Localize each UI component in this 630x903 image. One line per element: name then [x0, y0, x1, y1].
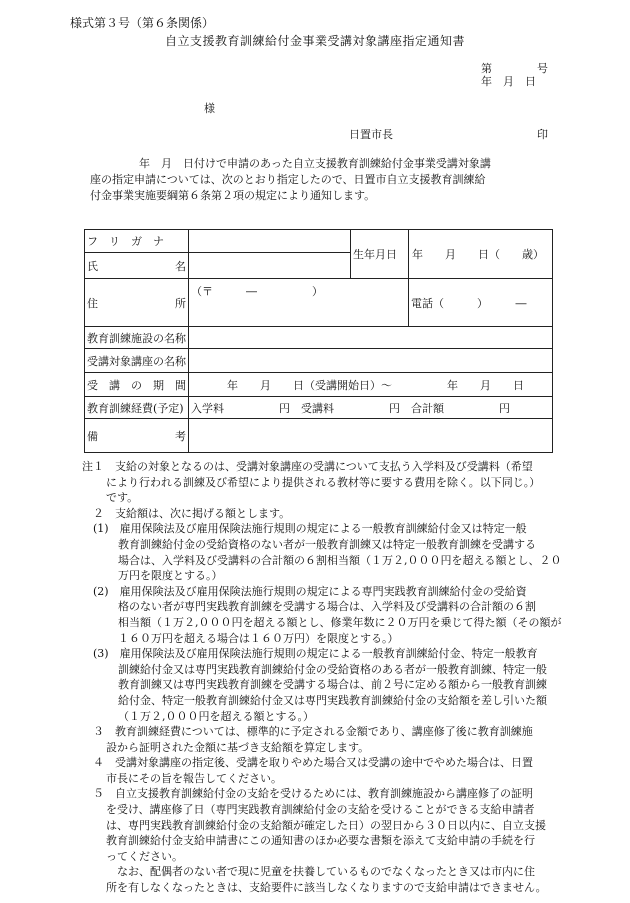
note-line: 給付金、特定一般教育訓練給付金又は専門実践教育訓練給付金の支給額を差し引いた額 [118, 693, 547, 707]
note-line: は、専門実践教育訓練給付金の支給額が確定した日）の翌日から３０日以内に、自立支援 [106, 818, 546, 832]
note-line: 教育訓練又は専門実践教育訓練を受講する場合は、前２号に定める額から一般教育訓練 [118, 678, 547, 692]
phone-cell[interactable] [409, 279, 553, 327]
note-line: 注１ 支給の対象となるのは、受講対象講座の受講について支払う入学料及び受講料（希望 [82, 460, 533, 473]
note-line: 教育訓練給付金の受給資格のない者が一般教育訓練又は特定一般教育訓練を受講する [118, 537, 536, 551]
note-line: 教育訓練給付金支給申請書にこの通知書のほか必要な書類を添えて支給申請の手続を行 [106, 834, 535, 848]
phone-field[interactable]: （ ） ― [433, 296, 527, 310]
body-line: 付金事業実施要綱第６条第２項の規定により通知します。 [90, 189, 376, 202]
note-line: 万円を限度とする。） [118, 569, 223, 583]
document-number-suffix: 号 [537, 62, 548, 75]
note-line: ４ 受講対象講座の指定後、受講を取りやめた場合又は受講の途中でやめた場合は、日置 [82, 756, 533, 770]
note-line: １６０万円を超える場合は１６０万円）を限度とする。） [118, 631, 399, 645]
note-line: 場合は、入学料及び受講料の合計額の６割相当額（１万２,０００円を超える額とし、２０ [118, 553, 562, 567]
period-label: 受 講 の 期 間 [85, 373, 189, 397]
note-line: (3) 雇用保険法及び雇用保険法施行規則の規定による一般教育訓練給付金、特定一般教育 [82, 647, 538, 661]
note-line: ２ 支給額は、次に掲げる額とします。 [82, 506, 291, 520]
note-line: ってください。 [106, 849, 183, 863]
notice-body [90, 156, 570, 204]
notes-section [82, 459, 562, 896]
facility-field[interactable] [189, 327, 553, 349]
addressee-honorific: 様 [204, 102, 215, 115]
form-number: 様式第３号（第６条関係） [70, 16, 215, 30]
body-line: 座の指定申請については、次のとおり指定したので、日置市自立支援教育訓練給 [90, 173, 486, 186]
note-line: 訓練給付金又は専門実践教育訓練給付金の受給資格のある者が一般教育訓練、特定一般 [118, 662, 547, 676]
birthdate-field[interactable]: 年 月 日（ 歳） [409, 230, 553, 279]
note-line: （１万２,０００円を超える額とする。） [118, 709, 314, 723]
note-line: 相当額（１万２,０００円を超える額とし、修業年数に２０万円を乗じて得た額（その額が [118, 615, 562, 629]
note-line: 格のない者が専門実践教育訓練を受講する場合は、入学料及び受講料の合計額の６割 [118, 600, 536, 614]
note-line: ３ 教育訓練経費については、標準的に予定される金額であり、講座修了後に教育訓練施 [82, 725, 533, 739]
note-line: を受け、講座修了日（専門実践教育訓練給付金の支給を受けることができる支給申請者 [106, 803, 535, 817]
furigana-field[interactable] [189, 230, 351, 253]
note-line: (1) 雇用保険法及び雇用保険法施行規則の規定による一般教育訓練給付金又は特定一般 [82, 522, 527, 536]
cost-label: 教育訓練経費(予定) [85, 397, 189, 419]
seal-mark: 印 [537, 128, 548, 141]
course-field[interactable] [189, 349, 553, 373]
note-line: 設から証明された金額に基づき支給額を算定します。 [106, 740, 370, 754]
note-line: です。 [106, 491, 139, 505]
issuer-mayor: 日置市長 [349, 128, 393, 141]
note-line: により行われる訓練及び希望により提供される教材等に要する費用を除く。以下同じ。） [106, 475, 541, 489]
document-number-label: 第 [481, 62, 492, 75]
body-line: 年 月 日付けで申請のあった自立支援教育訓練給付金事業受講対象講 [139, 157, 491, 170]
designation-form-table [84, 229, 553, 453]
issue-date: 年 月 日 [481, 75, 536, 88]
phone-label: 電話 [411, 296, 433, 310]
document-title: 自立支援教育訓練給付金事業受講対象講座指定通知書 [164, 34, 465, 48]
note-line: (2) 雇用保険法及び雇用保険法施行規則の規定による専門実践教育訓練給付金の受給資 [82, 584, 527, 598]
note-line: なお、配偶者のない者で現に児童を扶養しているものでなくなったとき又は市内に住 [106, 865, 535, 879]
remarks-field[interactable] [189, 419, 553, 453]
note-line: ５ 自立支援教育訓練給付金の支給を受けるためには、教育訓練施設から講座修了の証明 [82, 787, 533, 801]
cost-field[interactable]: 入学料 円 受講料 円 合計額 円 [189, 397, 553, 419]
address-field[interactable]: （〒 ― ） [189, 279, 409, 327]
facility-label: 教育訓練施設の名称 [85, 327, 189, 349]
name-field[interactable] [189, 253, 351, 279]
note-line: 所を有しなくなったときは、支給要件に該当しなくなりますので支給申請はできません。 [106, 881, 547, 895]
course-label: 受講対象講座の名称 [85, 349, 189, 373]
furigana-label: フ リ ガ ナ [85, 230, 189, 253]
period-field[interactable]: 年 月 日（受講開始日）～ 年 月 日 [189, 373, 553, 397]
note-line: 市長にその旨を報告してください。 [106, 771, 282, 785]
birthdate-label: 生年月日 [351, 230, 409, 279]
name-label: 氏 名 [85, 253, 189, 279]
address-label: 住 所 [85, 279, 189, 327]
remarks-label: 備 考 [85, 419, 189, 453]
